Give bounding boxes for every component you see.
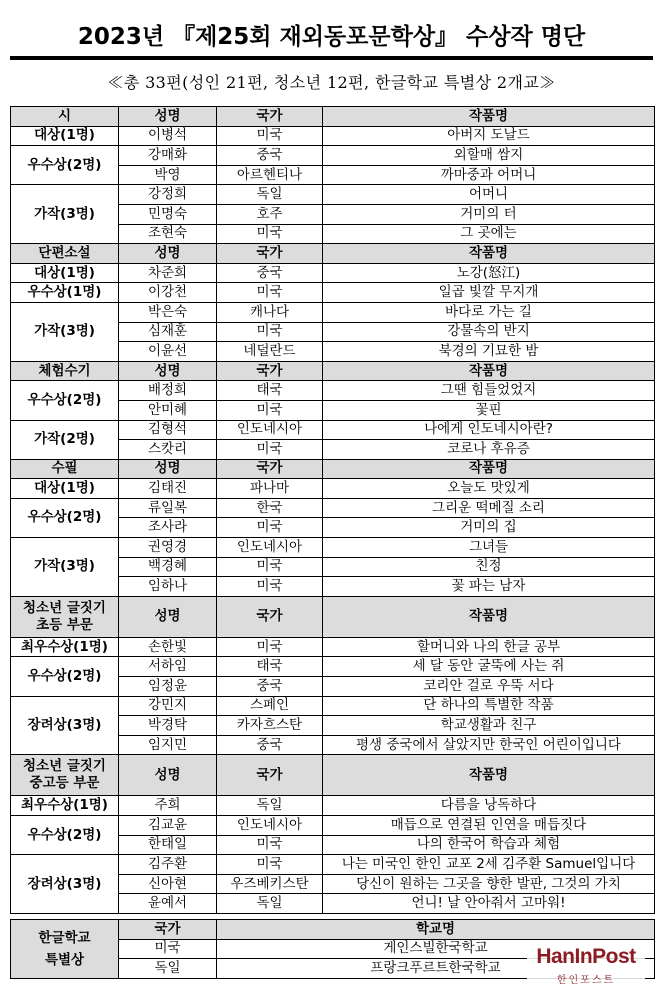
winner-name: 김태진 — [119, 479, 217, 499]
school-name: 프랑크푸르트한국학교 — [217, 959, 655, 979]
header-name: 성명 — [119, 107, 217, 127]
section-label — [11, 596, 119, 637]
award-tier: 대상(1명) — [11, 479, 119, 499]
winner-name: 백경혜 — [119, 557, 217, 577]
work-title: 꽃 파는 남자 — [323, 577, 655, 597]
header-name: 성명 — [119, 459, 217, 479]
award-tier: 장려상(3명) — [11, 696, 119, 755]
summary-line: ≪총 33편(성인 21편, 청소년 12편, 한글학교 특별상 2개교≫ — [107, 73, 556, 92]
section-label-line: 초등 부문 — [36, 616, 93, 633]
header-work: 작품명 — [323, 596, 655, 637]
work-title: 할머니와 나의 한글 공부 — [323, 637, 655, 657]
winner-country: 태국 — [217, 657, 323, 677]
school-country: 독일 — [119, 959, 217, 979]
award-tier: 장려상(3명) — [11, 855, 119, 914]
section-label: 시 — [11, 107, 119, 127]
work-title: 노강(怒江) — [323, 263, 655, 283]
winner-country: 미국 — [217, 322, 323, 342]
winner-country: 카자흐스탄 — [217, 716, 323, 736]
special-label-line: 한글학교 — [38, 929, 91, 946]
work-title: 북경의 기묘한 밤 — [323, 342, 655, 362]
award-tier: 가작(3명) — [11, 185, 119, 244]
watermark-sub: 한인포스트 — [556, 975, 616, 986]
table-row — [11, 637, 655, 657]
section-header-row — [11, 244, 655, 264]
winner-country: 중국 — [217, 146, 323, 166]
watermark-brand: HanInPost — [536, 945, 636, 968]
winner-country: 미국 — [217, 835, 323, 855]
winner-name: 차준희 — [119, 263, 217, 283]
winner-name: 임지민 — [119, 735, 217, 755]
header-country: 국가 — [119, 919, 217, 939]
award-tier: 최우수상(1명) — [11, 637, 119, 657]
winner-country: 인도네시아 — [217, 538, 323, 558]
section-header-row — [11, 361, 655, 381]
table-row — [11, 657, 655, 677]
winner-name: 임하나 — [119, 577, 217, 597]
work-title: 외할매 쌈지 — [323, 146, 655, 166]
winner-country: 파나마 — [217, 479, 323, 499]
table-row — [11, 538, 655, 558]
work-title: 거미의 터 — [323, 204, 655, 224]
table-row — [11, 696, 655, 716]
table-row — [11, 302, 655, 322]
winner-name: 류일복 — [119, 498, 217, 518]
table-row — [11, 263, 655, 283]
section-header-row — [11, 596, 655, 637]
winner-country: 중국 — [217, 677, 323, 697]
award-tier: 가작(3명) — [11, 538, 119, 597]
work-title: 그리운 떡메질 소리 — [323, 498, 655, 518]
table-row — [11, 283, 655, 303]
winner-name: 강매화 — [119, 146, 217, 166]
winner-country: 중국 — [217, 735, 323, 755]
header-country: 국가 — [217, 596, 323, 637]
watermark-logo — [527, 942, 645, 992]
school-country: 미국 — [119, 939, 217, 959]
winner-country: 우즈베키스탄 — [217, 874, 323, 894]
winner-name: 한태일 — [119, 835, 217, 855]
section-label: 단편소설 — [11, 244, 119, 264]
table-row — [11, 855, 655, 875]
winner-country: 한국 — [217, 498, 323, 518]
winner-name: 김형석 — [119, 420, 217, 440]
special-label — [11, 919, 119, 978]
winner-country: 미국 — [217, 557, 323, 577]
section-header-row — [11, 107, 655, 127]
header-country: 국가 — [217, 244, 323, 264]
section-label: 체험수기 — [11, 361, 119, 381]
winner-name: 박영 — [119, 165, 217, 185]
section-header-row — [11, 459, 655, 479]
winner-country: 독일 — [217, 796, 323, 816]
winner-country: 미국 — [217, 126, 323, 146]
work-title: 나에게 인도네시아란? — [323, 420, 655, 440]
winner-name: 윤예서 — [119, 894, 217, 914]
winner-country: 호주 — [217, 204, 323, 224]
header-school: 학교명 — [217, 919, 655, 939]
winner-country: 캐나다 — [217, 302, 323, 322]
winner-country: 독일 — [217, 894, 323, 914]
winner-country: 미국 — [217, 518, 323, 538]
work-title: 꽃핀 — [323, 400, 655, 420]
winner-name: 주희 — [119, 796, 217, 816]
section-label-line: 청소년 글짓기 — [23, 599, 106, 616]
winner-name: 스캇리 — [119, 440, 217, 460]
table-row — [11, 420, 655, 440]
winner-name: 강정희 — [119, 185, 217, 205]
award-tier: 우수상(2명) — [11, 146, 119, 185]
section-label-line: 청소년 글짓기 — [23, 758, 106, 775]
winner-country: 미국 — [217, 577, 323, 597]
winner-name: 이강천 — [119, 283, 217, 303]
award-tier: 가작(3명) — [11, 302, 119, 361]
award-tier: 우수상(2명) — [11, 657, 119, 696]
award-tier: 우수상(2명) — [11, 381, 119, 420]
table-row — [11, 479, 655, 499]
work-title: 오늘도 맛있게 — [323, 479, 655, 499]
winner-country: 아르헨티나 — [217, 165, 323, 185]
work-title: 어머니 — [323, 185, 655, 205]
section-label — [11, 755, 119, 796]
work-title: 코리안 걸로 우뚝 서다 — [323, 677, 655, 697]
work-title: 바다로 가는 길 — [323, 302, 655, 322]
award-tier: 우수상(2명) — [11, 816, 119, 855]
header-work: 작품명 — [323, 361, 655, 381]
work-title: 평생 중국에서 살았지만 한국인 어린이입니다 — [323, 735, 655, 755]
winner-name: 서하임 — [119, 657, 217, 677]
header-work: 작품명 — [323, 755, 655, 796]
winner-name: 손한빛 — [119, 637, 217, 657]
work-title: 단 하나의 특별한 작품 — [323, 696, 655, 716]
work-title: 친정 — [323, 557, 655, 577]
header-work: 작품명 — [323, 107, 655, 127]
header-country: 국가 — [217, 361, 323, 381]
page-title: 2023년 『제25회 재외동포문학상』 수상작 명단 — [77, 24, 586, 50]
table-row — [11, 498, 655, 518]
winner-country: 미국 — [217, 224, 323, 244]
award-tier: 우수상(1명) — [11, 283, 119, 303]
table-row — [11, 381, 655, 401]
winner-country: 인도네시아 — [217, 816, 323, 836]
work-title: 일곱 빛깔 무지개 — [323, 283, 655, 303]
winner-name: 이윤선 — [119, 342, 217, 362]
school-name: 게인스빌한국학교 — [217, 939, 655, 959]
winner-name: 조현숙 — [119, 224, 217, 244]
winner-name: 권영경 — [119, 538, 217, 558]
work-title: 매듭으로 연결된 인연을 매듭짓다 — [323, 816, 655, 836]
winner-name: 김주환 — [119, 855, 217, 875]
header-work: 작품명 — [323, 459, 655, 479]
winner-name: 강민지 — [119, 696, 217, 716]
work-title: 그 곳에는 — [323, 224, 655, 244]
section-header-row — [11, 755, 655, 796]
work-title: 세 달 동안 굴뚝에 사는 쥐 — [323, 657, 655, 677]
table-row — [11, 185, 655, 205]
winner-name: 조사라 — [119, 518, 217, 538]
special-header-row — [11, 919, 655, 939]
header-name: 성명 — [119, 361, 217, 381]
winner-country: 미국 — [217, 855, 323, 875]
work-title: 다름을 낭독하다 — [323, 796, 655, 816]
work-title: 학교생활과 친구 — [323, 716, 655, 736]
work-title: 언니! 날 안아줘서 고마워! — [323, 894, 655, 914]
work-title: 코로나 후유증 — [323, 440, 655, 460]
winner-name: 박경탁 — [119, 716, 217, 736]
header-name: 성명 — [119, 244, 217, 264]
winner-country: 미국 — [217, 400, 323, 420]
work-title: 당신이 원하는 그곳을 향한 발판, 그것의 가치 — [323, 874, 655, 894]
award-tier: 우수상(2명) — [11, 498, 119, 537]
winner-name: 김교윤 — [119, 816, 217, 836]
award-tier: 대상(1명) — [11, 126, 119, 146]
work-title: 거미의 집 — [323, 518, 655, 538]
header-name: 성명 — [119, 596, 217, 637]
winner-name: 신아현 — [119, 874, 217, 894]
work-title: 나는 미국인 한인 교포 2세 김주환 Samuel입니다 — [323, 855, 655, 875]
winner-country: 미국 — [217, 637, 323, 657]
header-country: 국가 — [217, 755, 323, 796]
title-rule — [10, 56, 653, 60]
winner-name: 심재훈 — [119, 322, 217, 342]
winner-country: 네덜란드 — [217, 342, 323, 362]
work-title: 까마중과 어머니 — [323, 165, 655, 185]
winner-country: 태국 — [217, 381, 323, 401]
table-row — [11, 126, 655, 146]
winner-name: 박은숙 — [119, 302, 217, 322]
winner-country: 스페인 — [217, 696, 323, 716]
work-title: 강물속의 반지 — [323, 322, 655, 342]
winner-country: 독일 — [217, 185, 323, 205]
special-label-line: 특별상 — [44, 951, 85, 968]
winner-country: 미국 — [217, 283, 323, 303]
winner-country: 중국 — [217, 263, 323, 283]
work-title: 그땐 힘들었었지 — [323, 381, 655, 401]
winner-name: 이병석 — [119, 126, 217, 146]
header-country: 국가 — [217, 107, 323, 127]
award-tier: 대상(1명) — [11, 263, 119, 283]
winner-name: 민명숙 — [119, 204, 217, 224]
header-country: 국가 — [217, 459, 323, 479]
winner-country: 미국 — [217, 440, 323, 460]
table-row — [11, 796, 655, 816]
section-label-line: 중고등 부문 — [29, 775, 100, 792]
award-tier: 최우수상(1명) — [11, 796, 119, 816]
award-tier: 가작(2명) — [11, 420, 119, 459]
table-row — [11, 816, 655, 836]
section-label: 수필 — [11, 459, 119, 479]
winner-name: 안미혜 — [119, 400, 217, 420]
header-work: 작품명 — [323, 244, 655, 264]
work-title: 그녀들 — [323, 538, 655, 558]
table-row — [11, 146, 655, 166]
winner-name: 임정윤 — [119, 677, 217, 697]
header-name: 성명 — [119, 755, 217, 796]
work-title: 아버지 도날드 — [323, 126, 655, 146]
awards-table — [10, 106, 655, 979]
work-title: 나의 한국어 학습과 체험 — [323, 835, 655, 855]
winner-name: 배정희 — [119, 381, 217, 401]
winner-country: 인도네시아 — [217, 420, 323, 440]
